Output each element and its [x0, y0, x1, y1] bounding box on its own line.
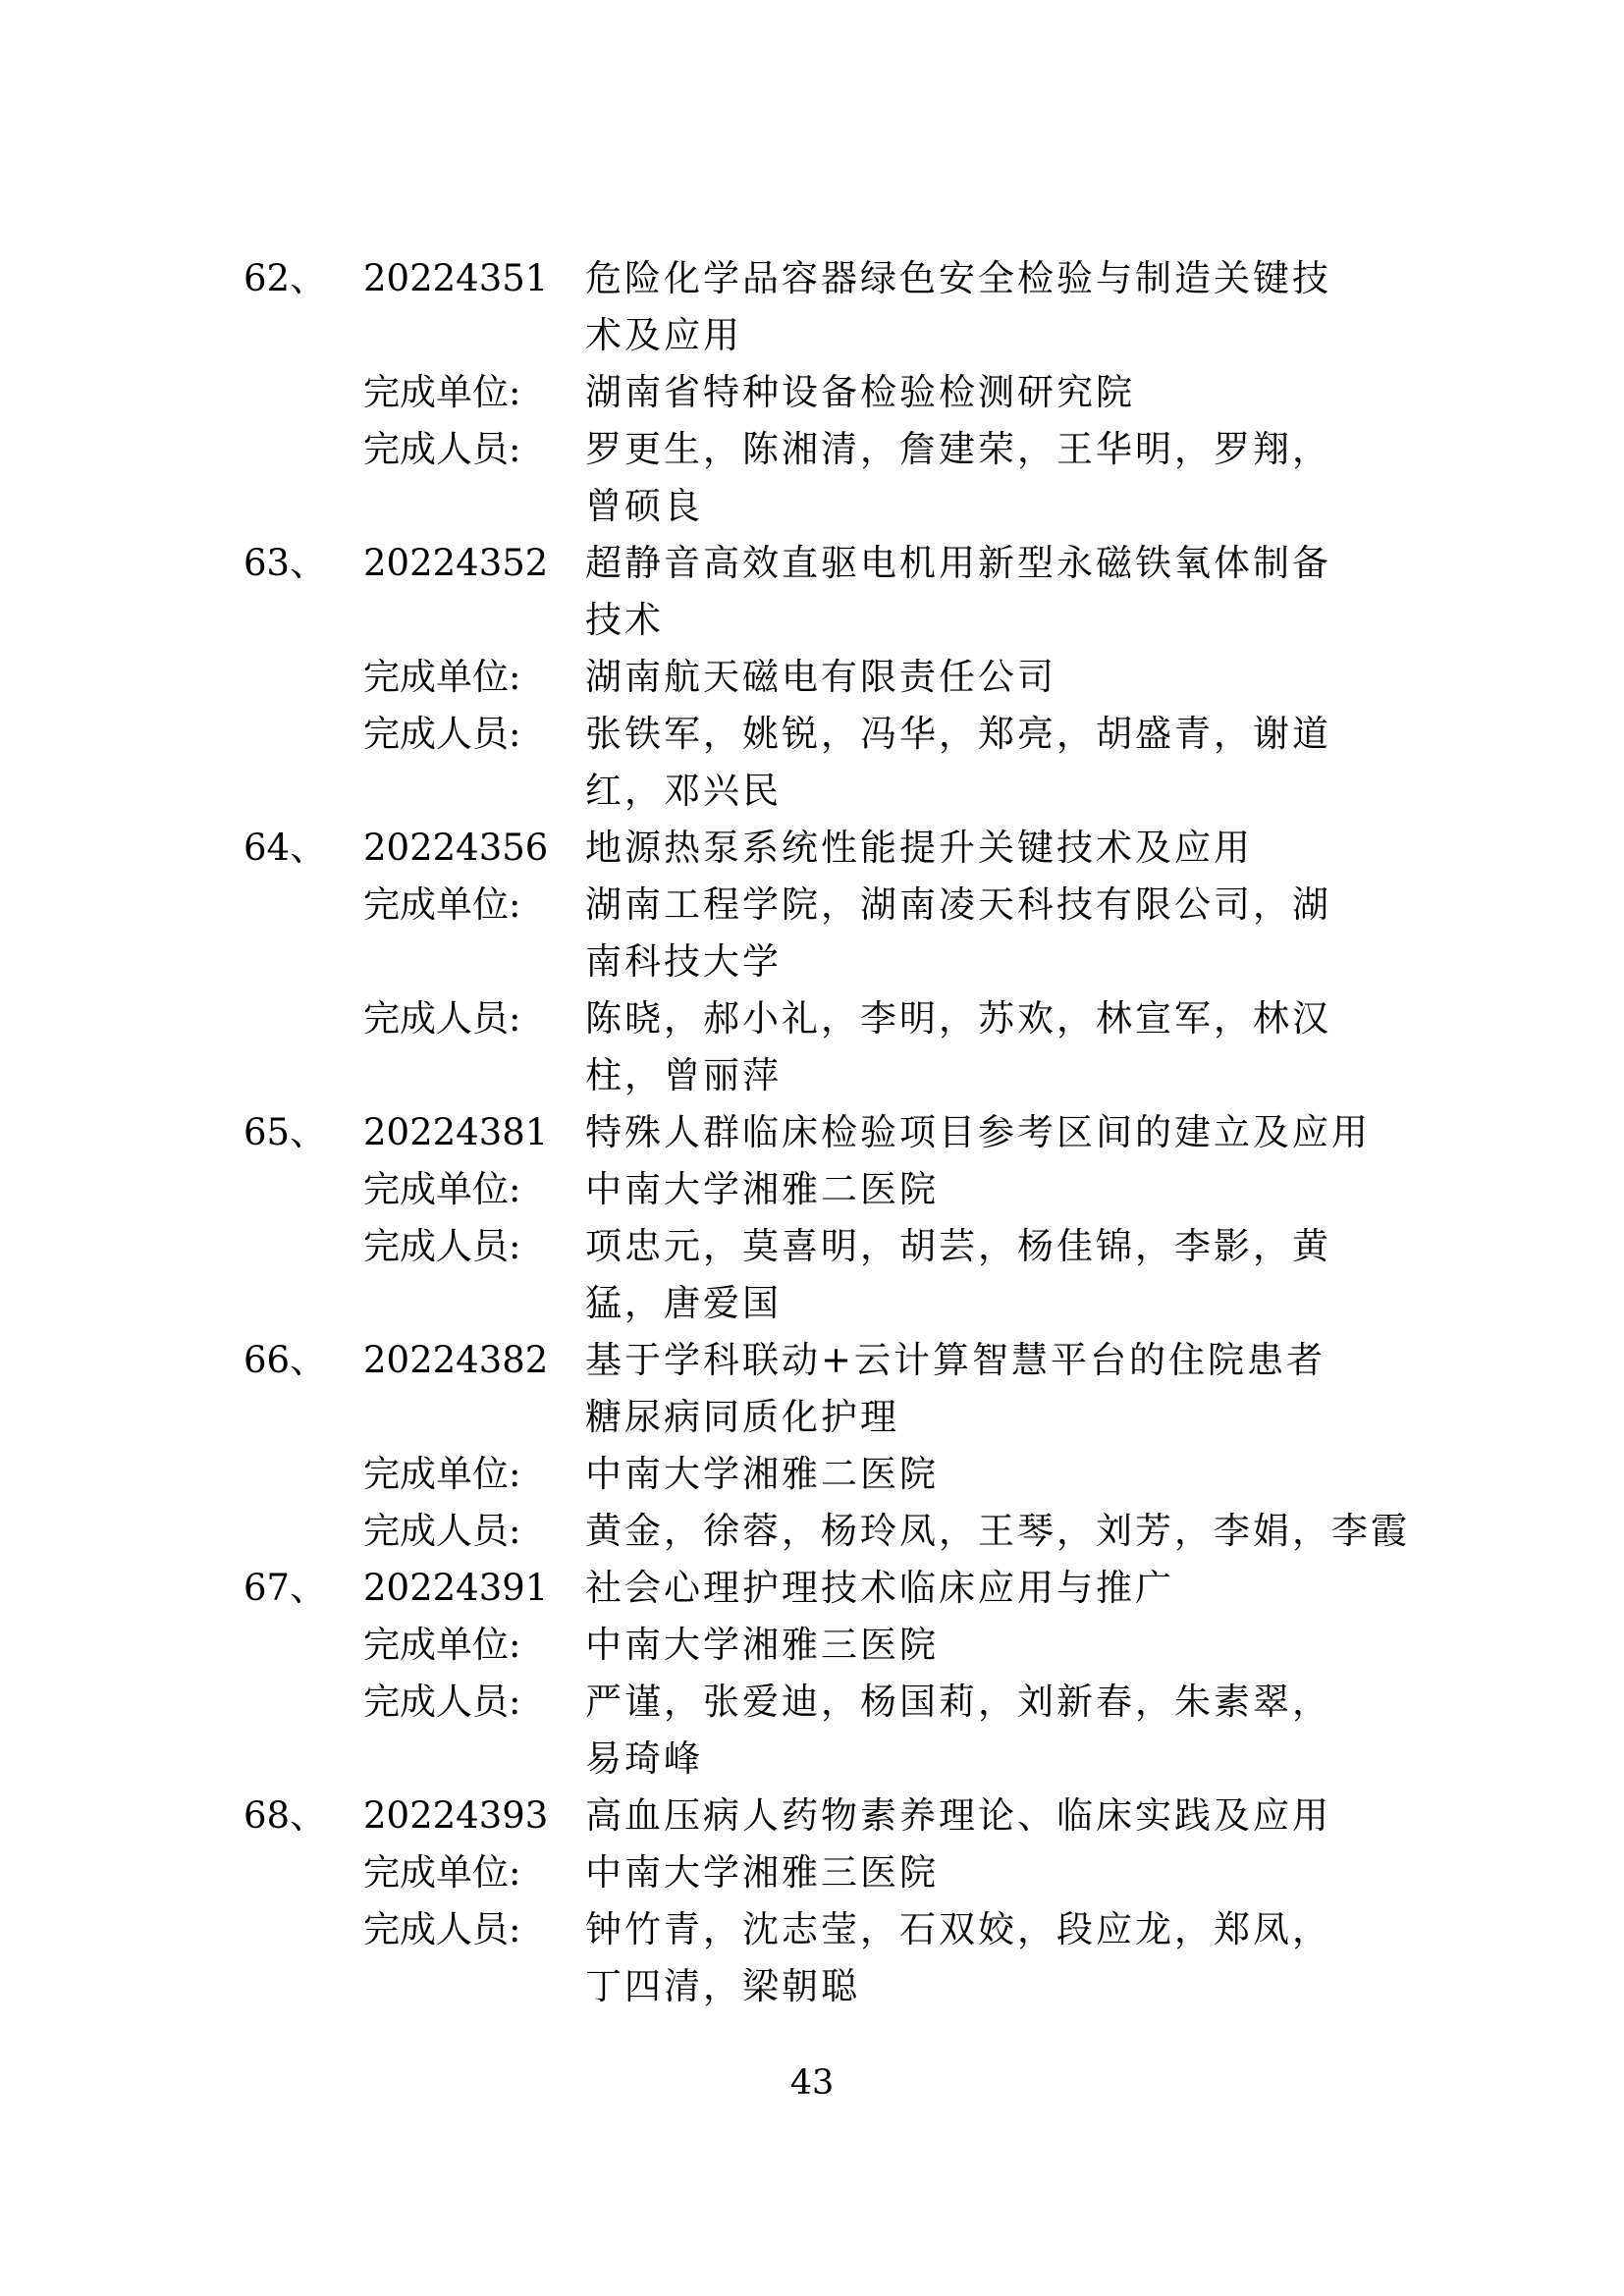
- completing-people-continuation-line: [244, 1731, 1402, 1788]
- completing-unit-line: [244, 1844, 1402, 1901]
- completing-people-value: 钟竹青，沈志莹，石双姣，段应龙，郑凤，: [585, 1908, 1331, 1950]
- completing-people-value: 丁四清，梁朝聪: [585, 1965, 860, 2007]
- entry-number: 66、: [244, 1339, 327, 1381]
- completing-people-value: 易琦峰: [585, 1737, 703, 1780]
- completing-people-label: 完成人员:: [363, 428, 521, 470]
- completing-people-line: [244, 1901, 1402, 1958]
- completing-people-value: 曾硕良: [585, 485, 703, 527]
- completing-people-continuation-line: [244, 1275, 1402, 1332]
- entry-title: 技术: [585, 599, 664, 641]
- award-entry: [244, 820, 1402, 1104]
- completing-unit-value: 湖南航天磁电有限责任公司: [585, 656, 1056, 698]
- entry-code: 20224356: [363, 827, 549, 869]
- entry-code: 20224351: [363, 257, 549, 299]
- completing-people-continuation-line: [244, 1958, 1402, 2015]
- completing-people-continuation-line: [244, 1047, 1402, 1104]
- entry-title-continuation-line: [244, 307, 1402, 364]
- award-entry: [244, 1104, 1402, 1332]
- entry-code: 20224381: [363, 1111, 549, 1153]
- completing-people-label: 完成人员:: [363, 1225, 521, 1267]
- completing-unit-label: 完成单位:: [363, 656, 521, 698]
- completing-unit-value: 中南大学湘雅三医院: [585, 1624, 939, 1666]
- completing-unit-label: 完成单位:: [363, 371, 521, 413]
- completing-people-line: [244, 1503, 1410, 1560]
- completing-unit-line: [244, 649, 1402, 706]
- entry-header-line: [244, 535, 1402, 592]
- entry-number: 67、: [244, 1567, 327, 1609]
- completing-people-label: 完成人员:: [363, 713, 521, 755]
- completing-unit-label: 完成单位:: [363, 1168, 521, 1210]
- completing-people-continuation-line: [244, 763, 1402, 820]
- completing-unit-line: [244, 877, 1402, 934]
- entry-title: 糖尿病同质化护理: [585, 1396, 899, 1438]
- completing-unit-label: 完成单位:: [363, 1851, 521, 1894]
- completing-people-value: 黄金，徐蓉，杨玲凤，王琴，刘芳，李娟，李霞: [585, 1510, 1410, 1552]
- completing-unit-line: [244, 364, 1402, 421]
- completing-people-continuation-line: [244, 478, 1402, 535]
- entry-title: 术及应用: [585, 314, 742, 356]
- completing-unit-value: 湖南省特种设备检验检测研究院: [585, 371, 1135, 413]
- completing-people-line: [244, 421, 1402, 478]
- completing-people-value: 猛，唐爱国: [585, 1282, 782, 1324]
- completing-people-value: 严谨，张爱迪，杨国莉，刘新春，朱素翠，: [585, 1681, 1331, 1723]
- completing-unit-line: [244, 1161, 1402, 1218]
- entry-title-continuation-line: [244, 1389, 1402, 1446]
- entry-title: 超静音高效直驱电机用新型永磁铁氧体制备: [585, 542, 1331, 584]
- completing-people-label: 完成人员:: [363, 997, 521, 1040]
- completing-people-value: 柱，曾丽萍: [585, 1054, 782, 1096]
- completing-people-line: [244, 990, 1402, 1047]
- entry-number: 63、: [244, 542, 327, 584]
- award-entry-list: [244, 250, 1410, 2015]
- completing-unit-value: 中南大学湘雅三医院: [585, 1851, 939, 1894]
- entry-code: 20224393: [363, 1794, 549, 1837]
- completing-people-line: [244, 706, 1402, 763]
- entry-header-line: [244, 1560, 1402, 1617]
- entry-code: 20224352: [363, 542, 549, 584]
- completing-people-value: 罗更生，陈湘清，詹建荣，王华明，罗翔，: [585, 428, 1331, 470]
- entry-header-line: [244, 1332, 1402, 1389]
- entry-title: 高血压病人药物素养理论、临床实践及应用: [585, 1794, 1331, 1837]
- entry-title-continuation-line: [244, 592, 1402, 649]
- completing-unit-value: 中南大学湘雅二医院: [585, 1453, 939, 1495]
- entry-title: 地源热泵系统性能提升关键技术及应用: [585, 827, 1253, 869]
- completing-people-value: 红，邓兴民: [585, 770, 782, 812]
- entry-number: 62、: [244, 257, 327, 299]
- completing-people-label: 完成人员:: [363, 1510, 521, 1552]
- entry-header-line: [244, 1104, 1402, 1161]
- completing-people-value: 陈晓，郝小礼，李明，苏欢，林宣军，林汉: [585, 997, 1331, 1040]
- entry-title: 基于学科联动+云计算智慧平台的住院患者: [585, 1339, 1326, 1381]
- completing-unit-value: 南科技大学: [585, 940, 782, 983]
- entry-header-line: [244, 250, 1402, 307]
- award-entry: [244, 250, 1402, 535]
- entry-header-line: [244, 1788, 1402, 1844]
- completing-unit-continuation-line: [244, 934, 1402, 990]
- completing-people-label: 完成人员:: [363, 1681, 521, 1723]
- entry-code: 20224382: [363, 1339, 549, 1381]
- award-entry: [244, 1788, 1402, 2015]
- entry-header-line: [244, 820, 1402, 877]
- completing-people-value: 项忠元，莫喜明，胡芸，杨佳锦，李影，黄: [585, 1225, 1331, 1267]
- page-number: 43: [789, 2063, 835, 2103]
- completing-unit-value: 湖南工程学院，湖南凌天科技有限公司，湖: [585, 883, 1331, 926]
- completing-unit-label: 完成单位:: [363, 1453, 521, 1495]
- entry-title: 社会心理护理技术临床应用与推广: [585, 1567, 1174, 1609]
- completing-people-line: [244, 1218, 1402, 1275]
- completing-unit-line: [244, 1617, 1402, 1674]
- entry-title: 特殊人群临床检验项目参考区间的建立及应用: [585, 1111, 1371, 1153]
- entry-number: 65、: [244, 1111, 327, 1153]
- completing-unit-label: 完成单位:: [363, 883, 521, 926]
- completing-people-value: 张铁军，姚锐，冯华，郑亮，胡盛青，谢道: [585, 713, 1331, 755]
- completing-unit-line: [244, 1446, 1402, 1503]
- award-entry: [244, 1332, 1410, 1560]
- completing-unit-value: 中南大学湘雅二医院: [585, 1168, 939, 1210]
- completing-people-line: [244, 1674, 1402, 1731]
- completing-people-label: 完成人员:: [363, 1908, 521, 1950]
- award-entry: [244, 1560, 1402, 1788]
- entry-number: 64、: [244, 827, 327, 869]
- entry-number: 68、: [244, 1794, 327, 1837]
- completing-unit-label: 完成单位:: [363, 1624, 521, 1666]
- entry-title: 危险化学品容器绿色安全检验与制造关键技: [585, 257, 1331, 299]
- award-entry: [244, 535, 1402, 820]
- entry-code: 20224391: [363, 1567, 549, 1609]
